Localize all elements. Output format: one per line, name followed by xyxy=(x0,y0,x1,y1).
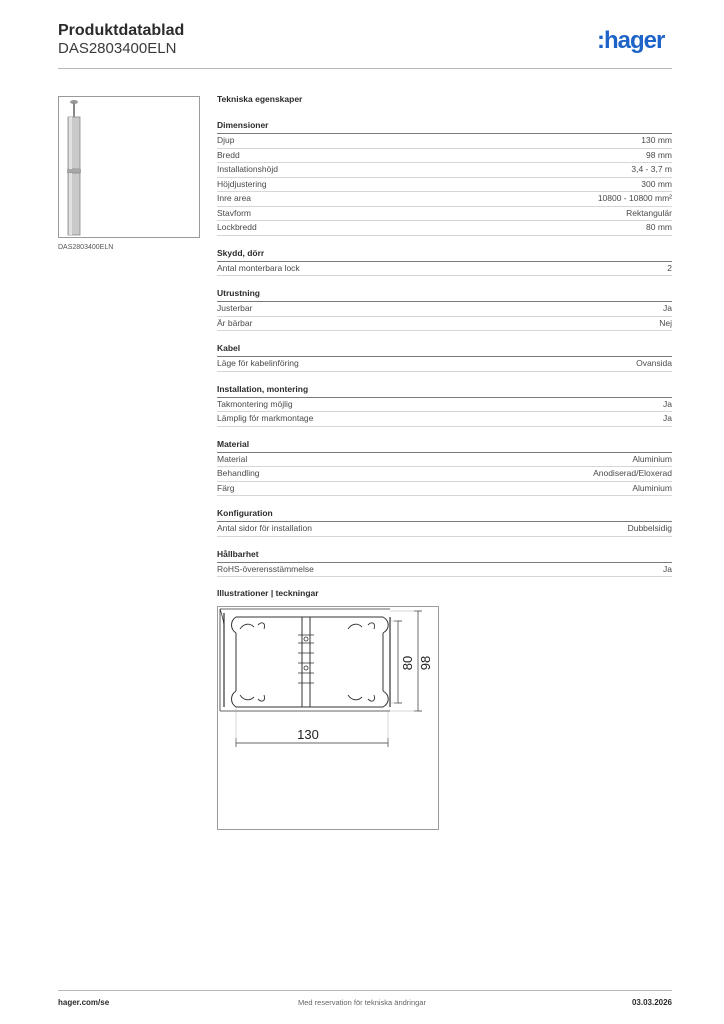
spec-value: 300 mm xyxy=(641,178,672,189)
spec-group xyxy=(217,508,672,537)
spec-label: Är bärbar xyxy=(217,317,253,328)
dim-height-outer: 98 xyxy=(418,655,433,671)
cross-section-drawing xyxy=(217,606,439,830)
spec-group-title: Kabel xyxy=(217,343,672,357)
spec-value: 80 mm xyxy=(646,222,672,232)
spec-value: Aluminium xyxy=(632,482,672,493)
spec-group-title: Installation, montering xyxy=(217,384,672,398)
header-divider xyxy=(58,68,672,69)
spec-label: Behandling xyxy=(217,468,260,478)
spec-group xyxy=(217,439,672,497)
spec-value: Aluminium xyxy=(632,453,672,464)
spec-row xyxy=(217,563,672,578)
spec-row xyxy=(217,192,672,207)
spec-label: Djup xyxy=(217,135,235,145)
logo-text: :hager xyxy=(597,27,665,54)
spec-value: Ovansida xyxy=(636,358,672,368)
spec-row xyxy=(217,412,672,427)
footer-disclaimer: Med reservation för tekniska ändringar xyxy=(298,998,426,1007)
spec-group-title: Hållbarhet xyxy=(217,549,672,563)
spec-label: Bredd xyxy=(217,149,240,160)
spec-label: Antal monterbara lock xyxy=(217,262,300,273)
footer-date: 03.03.2026 xyxy=(631,998,672,1007)
spec-group xyxy=(217,288,672,331)
spec-row xyxy=(217,398,672,413)
specs-title: Tekniska egenskaper xyxy=(217,94,303,104)
spec-row xyxy=(217,302,672,317)
spec-group xyxy=(217,549,672,578)
dim-height-inner: 80 xyxy=(400,655,415,671)
spec-group-title: Dimensioner xyxy=(217,120,672,134)
spec-label: Lockbredd xyxy=(217,222,257,232)
spec-row xyxy=(217,207,672,222)
spec-row xyxy=(217,317,672,332)
spec-label: Höjdjustering xyxy=(217,178,267,189)
spec-value: 130 mm xyxy=(641,135,672,145)
spec-label: Material xyxy=(217,453,248,464)
spec-value: 10800 - 10800 mm² xyxy=(597,193,672,203)
spec-label: RoHS-överensstämmelse xyxy=(217,563,314,574)
hager-logo xyxy=(597,26,677,58)
spec-group xyxy=(217,343,672,372)
spec-value: 3,4 - 3,7 m xyxy=(631,164,672,174)
spec-row xyxy=(217,357,672,372)
spec-row xyxy=(217,163,672,178)
spec-label: Justerbar xyxy=(217,303,253,313)
spec-label: Lämplig för markmontage xyxy=(217,413,314,423)
profile-cross-section xyxy=(218,607,438,829)
product-image-caption: DAS2803400ELN xyxy=(58,244,114,251)
spec-label: Takmontering möjlig xyxy=(217,398,293,409)
footer-website: hager.com/se xyxy=(58,998,110,1007)
spec-row xyxy=(217,134,672,149)
spec-row xyxy=(217,453,672,468)
spec-group xyxy=(217,248,672,277)
spec-value: Dubbelsidig xyxy=(627,523,672,533)
spec-row xyxy=(217,467,672,482)
spec-label: Färg xyxy=(217,482,235,493)
technical-specs xyxy=(217,94,672,589)
illustrations-title: Illustrationer | teckningar xyxy=(217,588,319,598)
spec-group-title: Skydd, dörr xyxy=(217,248,672,262)
spec-row xyxy=(217,178,672,193)
spec-group-title: Konfiguration xyxy=(217,508,672,522)
dim-width: 130 xyxy=(297,727,319,742)
spec-row xyxy=(217,482,672,497)
product-pole-drawing xyxy=(59,97,199,237)
spec-row xyxy=(217,149,672,164)
spec-row xyxy=(217,262,672,277)
document-title: Produktdatablad xyxy=(58,22,185,39)
spec-label: Antal sidor för installation xyxy=(217,523,312,533)
spec-group-title: Material xyxy=(217,439,672,453)
spec-value: 2 xyxy=(667,262,672,273)
spec-value: Ja xyxy=(663,413,672,423)
spec-value: Nej xyxy=(659,317,672,328)
product-image xyxy=(58,96,200,238)
spec-value: Ja xyxy=(663,303,672,313)
spec-value: Rektangulär xyxy=(626,207,672,218)
spec-label: Installationshöjd xyxy=(217,164,278,174)
spec-group-title: Utrustning xyxy=(217,288,672,302)
spec-value: Ja xyxy=(663,563,672,574)
spec-groups xyxy=(217,120,672,577)
spec-value: 98 mm xyxy=(646,149,672,160)
spec-row xyxy=(217,522,672,537)
product-code: DAS2803400ELN xyxy=(58,40,177,57)
spec-group xyxy=(217,120,672,236)
footer-divider xyxy=(58,990,672,991)
spec-value: Anodiserad/Eloxerad xyxy=(593,468,672,478)
spec-label: Läge för kabelinföring xyxy=(217,358,299,368)
spec-row xyxy=(217,221,672,236)
spec-group xyxy=(217,384,672,427)
spec-label: Inre area xyxy=(217,193,252,203)
spec-value: Ja xyxy=(663,398,672,409)
spec-label: Stavform xyxy=(217,207,252,218)
